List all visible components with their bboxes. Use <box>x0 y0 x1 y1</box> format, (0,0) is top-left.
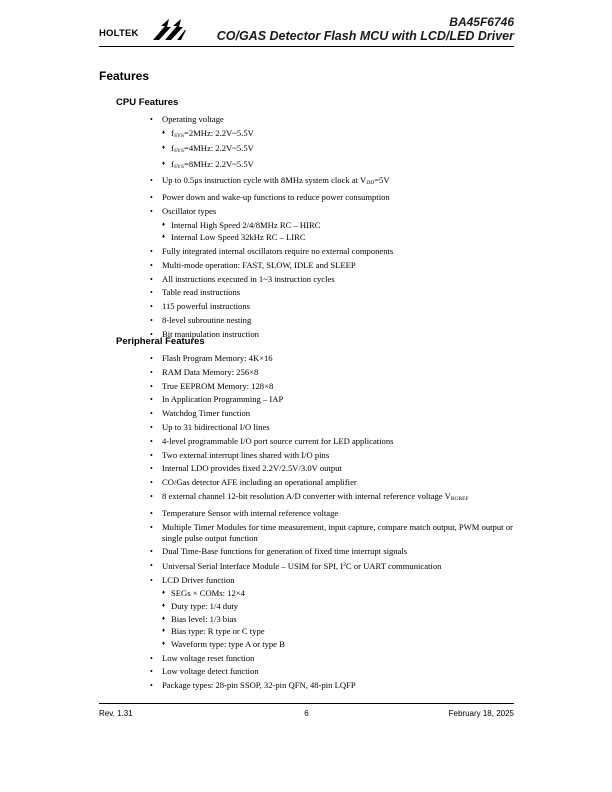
sub-list-item: ♦ $f_{SYS}=4MHz$: 2.2V~5.5V <box>162 143 516 157</box>
list-item: • All instructions executed in 1~3 instruction cycles <box>116 274 516 285</box>
list-item: • Up to 0.5μs instruction cycle with 8MHz system clock at $V_{DD}=5V$ <box>116 175 516 189</box>
sub-list-item: ♦ Bias type: R type or C type <box>162 626 516 637</box>
document-subtitle: CO/GAS Detector Flash MCU with LCD/LED Driver <box>216 29 514 43</box>
peripheral-features-list <box>116 353 516 691</box>
list-item: • Two external interrupt lines shared with I/O pins <box>116 450 516 461</box>
sub-list-item: ♦ $f_{SYS}=2MHz$: 2.2V~5.5V <box>162 128 516 142</box>
list-item: • Internal LDO provides fixed 2.2V/2.5V/3.0V output <box>116 463 516 474</box>
list-item: • Multi-mode operation: FAST, SLOW, IDLE and SLEEP <box>116 260 516 271</box>
date: February 18, 2025 <box>448 709 514 718</box>
sub-list-item: ♦ SEGs × COMs: 12×4 <box>162 588 516 599</box>
list-item <box>116 114 516 173</box>
page-title: Features <box>99 69 150 83</box>
list-item <box>116 206 516 243</box>
list-item: • Universal Serial Interface Module – USIM for SPI, $I^2C$ or UART communication <box>116 560 516 572</box>
oscillator-sublist <box>162 220 516 244</box>
list-item: • 8 external channel 12-bit resolution A/D converter with internal reference voltage $V_{BGREF}$ <box>116 491 516 505</box>
list-item: • Package types: 28-pin SSOP, 32-pin QFN, 48-pin LQFP <box>116 680 516 691</box>
list-item: • Table read instructions <box>116 287 516 298</box>
peripheral-features-section <box>116 336 516 694</box>
list-item: • Multiple Timer Modules for time measurement, input capture, compare match output, PWM output or single pulse output function <box>116 522 516 544</box>
revision: Rev. 1.31 <box>99 709 133 718</box>
list-item: • Bit manipulation instruction <box>116 329 516 340</box>
list-item: • In Application Programming – IAP <box>116 394 516 405</box>
holtek-mark-icon <box>151 18 187 42</box>
sub-list-item: ♦ $f_{SYS}=8MHz$: 2.2V~5.5V <box>162 159 516 173</box>
list-item: • 8-level subroutine nesting <box>116 315 516 326</box>
list-item: • Fully integrated internal oscillators require no external components <box>116 246 516 257</box>
list-item: • True EEPROM Memory: 128×8 <box>116 381 516 392</box>
lcd-sublist <box>162 588 516 649</box>
page-number: 6 <box>304 709 309 718</box>
sub-list-item: ♦ Internal High Speed 2/4/8MHz RC – HIRC <box>162 220 516 231</box>
cpu-features-list <box>116 114 516 340</box>
page-header <box>99 14 514 47</box>
list-item: • CO/Gas detector AFE including an operational amplifier <box>116 477 516 488</box>
list-item: • 4-level programmable I/O port source current for LED applications <box>116 436 516 447</box>
list-item: • RAM Data Memory: 256×8 <box>116 367 516 378</box>
oscillator-types-label: Oscillator types <box>162 206 217 217</box>
part-number: BA45F6746 <box>449 15 514 29</box>
list-item: • 115 powerful instructions <box>116 301 516 312</box>
voltage-sublist <box>162 128 516 173</box>
sub-list-item: ♦ Waveform type: type A or type B <box>162 639 516 650</box>
list-item: • Up to 31 bidirectional I/O lines <box>116 422 516 433</box>
list-item: • Flash Program Memory: 4K×16 <box>116 353 516 364</box>
sub-list-item: ♦ Internal Low Speed 32kHz RC – LIRC <box>162 232 516 243</box>
list-item: • Watchdog Timer function <box>116 408 516 419</box>
operating-voltage-label: Operating voltage <box>162 114 224 124</box>
list-item: • Power down and wake-up functions to reduce power consumption <box>116 192 516 203</box>
holtek-logo <box>99 18 189 42</box>
list-item: • Low voltage detect function <box>116 666 516 677</box>
document-title-block <box>217 15 514 44</box>
sub-list-item: ♦ Duty type: 1/4 duty <box>162 601 516 612</box>
page-footer <box>99 703 514 718</box>
peripheral-features-heading: Peripheral Features <box>116 336 205 347</box>
sub-list-item: ♦ Bias level: 1/3 bias <box>162 614 516 625</box>
list-item: • Temperature Sensor with internal reference voltage <box>116 508 516 519</box>
cpu-features-heading: CPU Features <box>116 97 179 108</box>
cpu-features-section <box>116 97 516 343</box>
list-item: • Dual Time-Base functions for generation of fixed time interrupt signals <box>116 546 516 557</box>
logo-text: HOLTEK <box>99 28 139 39</box>
list-item: • Low voltage reset function <box>116 653 516 664</box>
lcd-driver-label: LCD Driver function <box>162 574 235 585</box>
list-item <box>116 575 516 650</box>
